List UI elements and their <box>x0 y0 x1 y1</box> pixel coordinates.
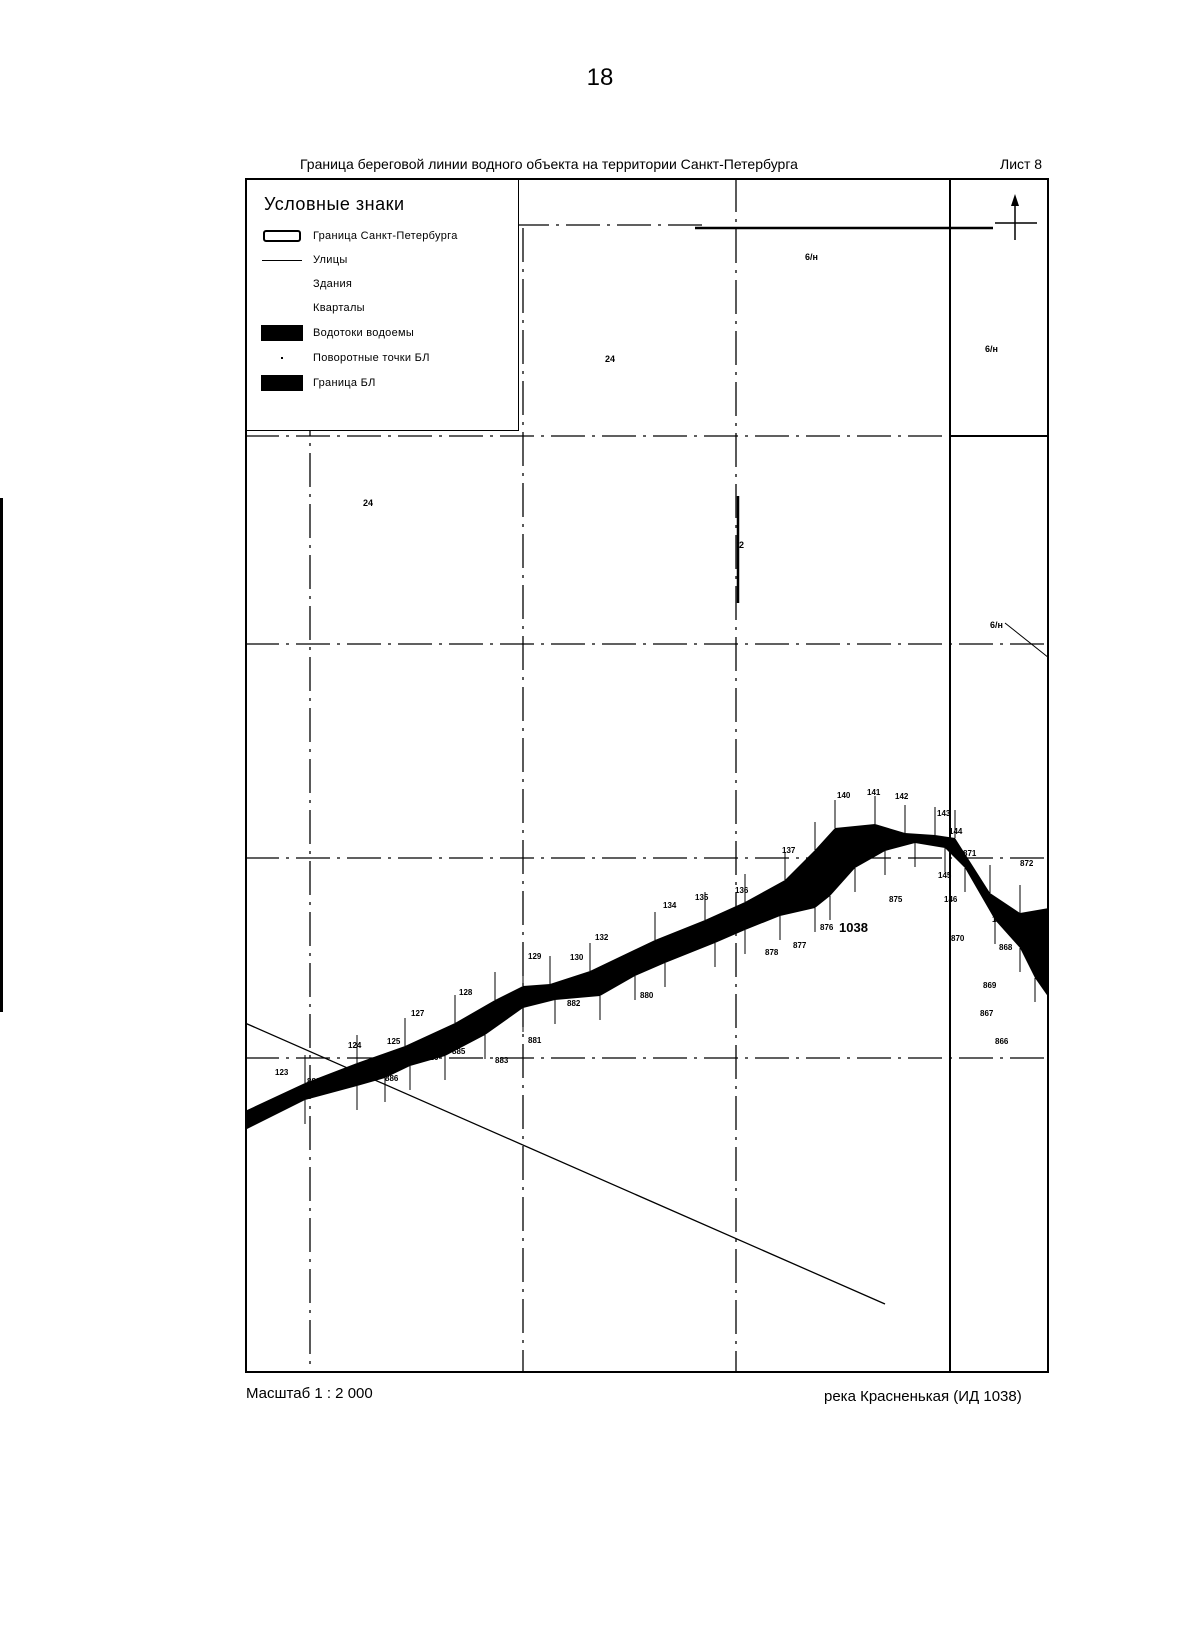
street-line <box>1005 623 1049 658</box>
turn-point-label: 147 <box>1026 945 1040 954</box>
block-label: 6/н <box>805 252 818 262</box>
block-label: 24 <box>605 354 616 364</box>
turn-point-label: 877 <box>793 941 807 950</box>
legend-item-label: Улицы <box>313 254 348 266</box>
block-label: 2 <box>739 540 745 550</box>
turn-point-label: 128 <box>459 988 473 997</box>
turn-point-label: 874 <box>836 863 850 872</box>
turn-point-label: 123 <box>275 1068 289 1077</box>
turn-point-label: 883 <box>495 1056 509 1065</box>
legend-item-label: Поворотные точки БЛ <box>313 352 430 364</box>
legend-title: Условные знаки <box>264 194 405 214</box>
block-label: 24 <box>363 498 374 508</box>
turn-point-label: 124 <box>348 1041 362 1050</box>
turn-point-label: 140 <box>837 791 851 800</box>
turn-point-label: 126 <box>425 1053 439 1062</box>
turn-point-label: 129 <box>528 952 542 961</box>
sheet-label: Лист 8 <box>1000 156 1043 172</box>
river-label: река Красненькая (ИД 1038) <box>824 1388 1022 1405</box>
turn-point-label: 144 <box>949 827 963 836</box>
turn-point-label: 882 <box>567 999 581 1008</box>
legend-item-buildings <box>261 274 352 294</box>
turn-point-label: 878 <box>765 948 779 957</box>
legend-item-blocks <box>261 298 365 318</box>
water-object-id: 1038 <box>839 920 868 935</box>
turn-point-label: 872 <box>1020 859 1034 868</box>
street-line-icon <box>262 260 302 261</box>
turn-point-label: 866 <box>995 1037 1009 1046</box>
turn-point-label: 145 <box>938 871 952 880</box>
turn-point-label: 132 <box>595 933 609 942</box>
block-label: 6/н <box>990 620 1003 630</box>
city-border-line <box>245 1023 885 1304</box>
turn-point-label: 875 <box>889 895 903 904</box>
turn-point-label: 886 <box>385 1074 399 1083</box>
turn-point-label: 870 <box>951 934 965 943</box>
turn-point-label: 869 <box>983 981 997 990</box>
turn-point-label: 138 <box>781 885 795 894</box>
turn-point-label: 873 <box>869 829 883 838</box>
turn-point-label: 871 <box>963 849 977 858</box>
turn-point-label: 127 <box>411 1009 425 1018</box>
turn-point-label: 868 <box>999 943 1013 952</box>
water-fill-icon <box>261 325 303 341</box>
scale-label: Масштаб 1 : 2 000 <box>246 1385 373 1402</box>
turn-point-label: 136 <box>735 886 749 895</box>
turn-point-label: 880 <box>640 991 654 1000</box>
river-water-body <box>245 824 1049 1130</box>
turn-point-icon <box>281 357 283 359</box>
margin-mark <box>0 498 3 1012</box>
legend-item-label: Кварталы <box>313 302 365 314</box>
turn-point-label: 130 <box>570 953 584 962</box>
turn-point-label: 876 <box>820 923 834 932</box>
turn-point-label: 884 <box>483 1016 497 1025</box>
legend-item-spb-border <box>261 226 458 246</box>
shoreline-fill-icon <box>261 375 303 391</box>
legend-item-label: Здания <box>313 278 353 290</box>
block-label: 6/н <box>985 344 998 354</box>
turn-point-label: 881 <box>528 1036 542 1045</box>
turn-point-label: 143 <box>937 809 951 818</box>
legend-item-streets <box>261 250 348 270</box>
turn-point-label: 137 <box>782 846 796 855</box>
page-number: 18 <box>586 64 614 91</box>
turn-point-label: 882 <box>307 1077 321 1086</box>
turn-point-label: 135 <box>695 893 709 902</box>
turn-point-label: 146 <box>944 895 958 904</box>
legend-item-label: Граница БЛ <box>313 377 376 389</box>
border-outline-icon <box>263 230 301 242</box>
turn-point-label: 885 <box>452 1047 466 1056</box>
map-title: Граница береговой линии водного объекта на территории Санкт-Петербурга <box>300 156 798 172</box>
turn-point-label: 131 <box>600 977 614 986</box>
legend-item-label: Водотоки водоемы <box>313 327 415 339</box>
turn-point-label: 867 <box>980 1009 994 1018</box>
legend-item-water <box>261 323 414 343</box>
turn-point-label: 133 <box>650 956 664 965</box>
legend <box>247 180 519 431</box>
turn-point-label: 142 <box>895 792 909 801</box>
turn-point-label: 148 <box>992 915 1006 924</box>
turn-point-label: 141 <box>867 788 881 797</box>
north-arrow-icon <box>1011 194 1019 206</box>
turn-point-label: 134 <box>663 901 677 910</box>
turn-point-label: 879 <box>737 908 751 917</box>
turn-point-label: 125 <box>387 1037 401 1046</box>
legend-item-label: Граница Санкт-Петербурга <box>313 230 458 242</box>
legend-item-shoreline <box>261 373 376 393</box>
turn-point-label: 139 <box>811 868 825 877</box>
legend-item-turn-points <box>261 348 430 368</box>
